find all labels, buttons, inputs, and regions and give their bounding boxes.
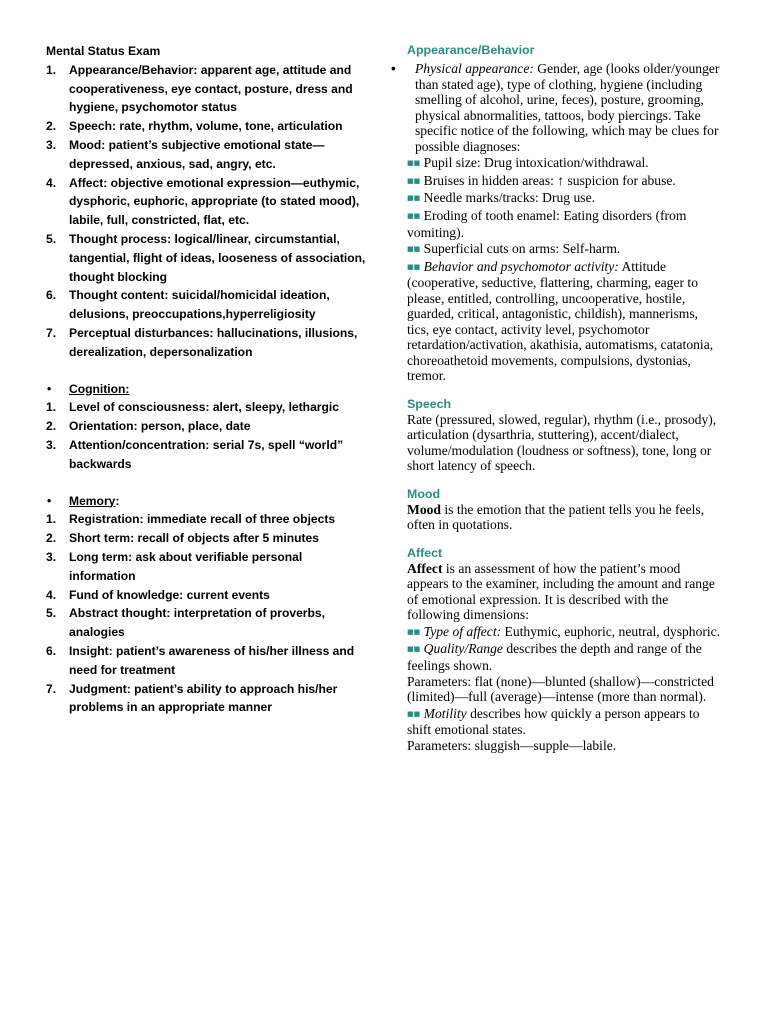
appearance-heading: Appearance/Behavior	[407, 43, 535, 57]
affect-quality-label: Quality/Range	[423, 641, 503, 657]
list-item	[46, 586, 366, 605]
list-number: 4.	[46, 587, 57, 602]
list-number: 6.	[46, 643, 57, 658]
list-text: Abstract thought: interpretation of proverbs, analogies	[69, 606, 325, 640]
doc-title: Mental Status Exam	[46, 44, 161, 58]
mood-text: is the emotion that the patient tells you he feels, often in quotations.	[407, 501, 705, 533]
memory-label: Memory	[69, 493, 116, 508]
list-item	[46, 174, 366, 230]
list-item	[46, 548, 366, 586]
clue-item	[407, 155, 721, 172]
list-item	[46, 417, 366, 436]
cognition-list	[46, 398, 366, 473]
affect-type-line	[407, 624, 721, 641]
square-bullet-icon: ■■	[407, 159, 421, 168]
affect-quality-line	[407, 641, 721, 673]
list-number: 3.	[46, 549, 57, 564]
list-item	[46, 117, 366, 136]
list-number: 1.	[46, 400, 57, 415]
list-number: 3.	[46, 137, 57, 152]
list-item	[46, 436, 366, 474]
behavior-paragraph	[407, 259, 721, 384]
square-bullet-icon: ■■	[407, 176, 421, 185]
mood-paragraph	[407, 502, 721, 533]
list-text: Speech: rate, rhythm, volume, tone, articulation	[69, 119, 343, 134]
list-text: Affect: objective emotional expression—euthymic, dysphoric, euphoric, appropriate (to stated mood), labile, full, constricted, flat, etc.	[69, 175, 360, 228]
affect-motility-text: describes how quickly a person appears to shift emotional states.	[407, 705, 700, 738]
list-text: Judgment: patient’s ability to approach his/her problems in an appropriate manner	[69, 681, 338, 715]
mse-components-list	[46, 61, 366, 362]
affect-quality-text: describes the depth and range of the feelings shown.	[407, 641, 702, 673]
right-column	[391, 42, 721, 753]
bullet-icon: •	[391, 61, 396, 76]
list-text: Fund of knowledge: current events	[69, 587, 270, 602]
square-bullet-icon: ■■	[407, 212, 421, 220]
clue-item	[407, 241, 721, 258]
mood-bold: Mood	[407, 501, 441, 517]
square-bullet-icon: ■■	[407, 262, 421, 271]
list-text: Insight: patient’s awareness of his/her illness and need for treatment	[69, 643, 355, 677]
behavior-text: Attitude (cooperative, seductive, flattering, charming, eager to please, entitled, controlling, uncooperative, hostile, guarded, critical, antagonistic, childish), mannerisms, tics, eye contact, activity level, psychomotor retardation/activation, akathisia, automatisms, catatonia, choreoathetoid movements, compulsions, dystonias, tremor.	[407, 258, 714, 384]
square-bullet-icon: ■■	[407, 709, 421, 718]
list-text: Thought process: logical/linear, circumstantial, tangential, flight of ideas, looseness of association, thought blocking	[69, 231, 366, 284]
speech-heading: Speech	[407, 396, 452, 411]
physical-appearance-paragraph	[391, 61, 721, 154]
speech-section	[407, 396, 721, 474]
list-item	[46, 642, 366, 680]
list-text: Attention/concentration: serial 7s, spell “world” backwards	[69, 437, 344, 471]
list-number: 5.	[46, 231, 57, 246]
list-number: 5.	[46, 606, 57, 621]
list-number: 1.	[46, 512, 57, 527]
cognition-label: Cognition:	[69, 381, 130, 396]
affect-bold: Affect	[407, 560, 443, 576]
list-item	[46, 136, 366, 174]
list-number: 2.	[46, 119, 57, 134]
square-bullet-icon: ■■	[407, 245, 421, 254]
affect-heading: Affect	[407, 545, 443, 560]
affect-section	[407, 545, 721, 753]
affect-params-2: Parameters: sluggish—supple—labile.	[407, 737, 617, 753]
affect-type-label: Type of affect:	[423, 623, 502, 639]
list-text: Appearance/Behavior: apparent age, attitude and cooperativeness, eye contact, posture, dress and hygiene, psychomotor status	[69, 62, 353, 115]
list-number: 3.	[46, 437, 57, 452]
list-number: 2.	[46, 419, 57, 434]
list-text: Short term: recall of objects after 5 minutes	[69, 531, 320, 546]
list-item	[46, 398, 366, 417]
clue-item	[407, 173, 721, 190]
bullet-icon: •	[47, 493, 52, 508]
list-text: Orientation: person, place, date	[69, 419, 251, 434]
square-bullet-icon: ■■	[407, 627, 421, 636]
list-item	[46, 324, 366, 362]
clue-text: Eroding of tooth enamel: Eating disorders (from vomiting).	[407, 207, 687, 240]
list-item	[46, 529, 366, 548]
list-number: 6.	[46, 288, 57, 303]
list-text: Mood: patient’s subjective emotional state—depressed, anxious, sad, angry, etc.	[69, 137, 325, 171]
list-item	[46, 286, 366, 324]
list-number: 7.	[46, 681, 57, 696]
affect-paragraph	[407, 561, 721, 623]
list-item	[46, 230, 366, 286]
list-item	[46, 61, 366, 117]
list-text: Long term: ask about verifiable personal information	[69, 549, 303, 583]
list-number: 2.	[46, 531, 57, 546]
list-text: Perceptual disturbances: hallucinations, illusions, derealization, depersonalization	[69, 325, 358, 359]
memory-colon: :	[115, 493, 120, 508]
list-text: Thought content: suicidal/homicidal ideation, delusions, preoccupations,hyperreligiosity	[69, 288, 330, 322]
affect-text: is an assessment of how the patient’s mood appears to the examiner, including the amount and range of emotional expression. It is described with the following dimensions:	[407, 560, 715, 623]
clue-item	[407, 208, 721, 240]
cognition-heading	[46, 380, 366, 399]
list-number: 7.	[46, 325, 57, 340]
list-item	[46, 680, 366, 718]
clue-text: Needle marks/tracks: Drug use.	[423, 190, 596, 206]
memory-list	[46, 510, 366, 717]
physical-appearance-text: Gender, age (looks older/younger than stated age), type of clothing, hygiene (including smelling of alcohol, urine, feces), posture, grooming, physical abnormalities, tattoos, body piercings. Take specific notice of the following, which may be clues for possible diagnoses:	[415, 61, 720, 154]
list-number: 1.	[46, 62, 57, 77]
list-number: 4.	[46, 175, 57, 190]
clues-list	[407, 155, 721, 258]
square-bullet-icon: ■■	[407, 194, 421, 203]
affect-motility-line	[407, 706, 721, 738]
mood-heading: Mood	[407, 486, 441, 501]
speech-text: Rate (pressured, slowed, regular), rhythm (i.e., prosody), articulation (dysarthria, stuttering), accent/dialect, volume/modulation (loudness or softness), tone, long or short latency of speech.	[407, 411, 717, 474]
list-item	[46, 510, 366, 529]
clue-item	[407, 190, 721, 207]
affect-type-text: Euthymic, euphoric, neutral, dysphoric.	[501, 623, 721, 639]
list-item	[46, 604, 366, 642]
behavior-label: Behavior and psychomotor activity:	[423, 258, 619, 274]
list-text: Registration: immediate recall of three objects	[69, 512, 336, 527]
clue-text: Superficial cuts on arms: Self-harm.	[423, 241, 621, 256]
affect-params-1: Parameters: flat (none)—blunted (shallow)—constricted (limited)—full (average)—intense (more than normal).	[407, 673, 714, 704]
mood-section	[407, 486, 721, 533]
bullet-icon: •	[47, 381, 52, 396]
clue-text: Pupil size: Drug intoxication/withdrawal.	[423, 155, 649, 170]
affect-motility-label: Motility	[423, 705, 467, 721]
list-text: Level of consciousness: alert, sleepy, lethargic	[69, 400, 339, 415]
physical-appearance-label: Physical appearance:	[415, 61, 534, 76]
memory-heading	[46, 492, 366, 511]
square-bullet-icon: ■■	[407, 645, 421, 654]
clue-text: Bruises in hidden areas: ↑ suspicion for abuse.	[423, 172, 676, 188]
left-column	[46, 42, 366, 717]
